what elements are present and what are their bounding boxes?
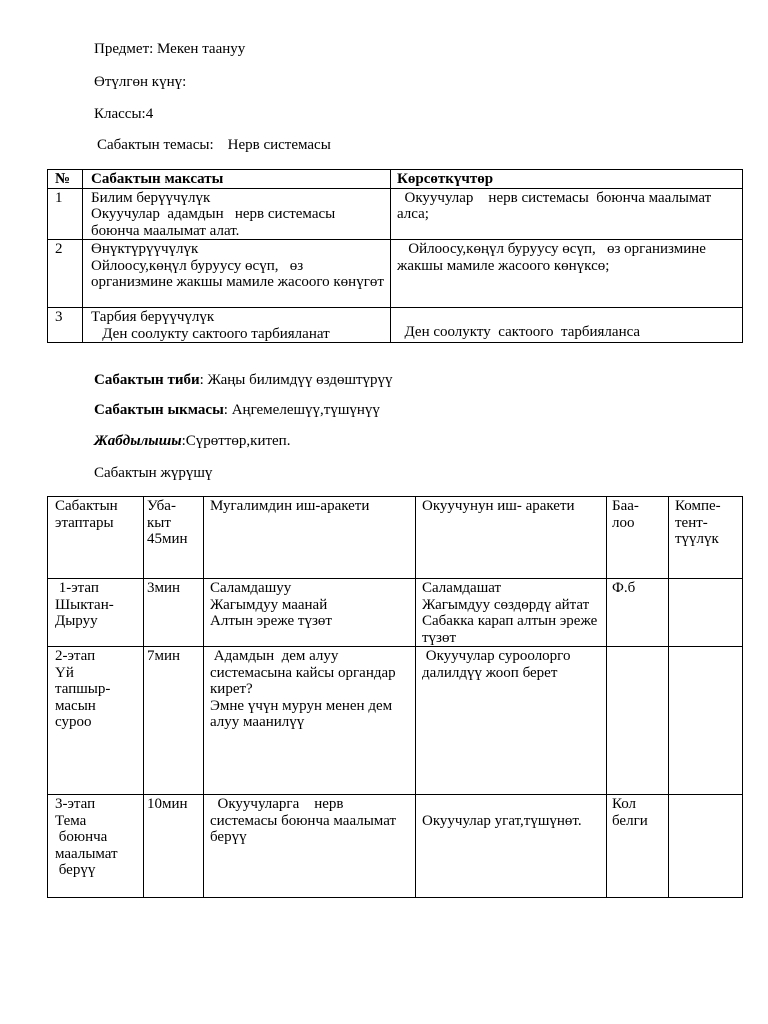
indicator-cell — [391, 240, 743, 308]
student-cell — [416, 647, 607, 795]
indicator-text: Ден соолукту сактоого тарбияланса — [397, 323, 641, 340]
header-line: Баа- — [612, 498, 639, 514]
goal-title: Өнүктүрүүчүлүк — [91, 241, 199, 257]
stage-line: маалымат — [55, 845, 118, 862]
goals-header-row — [48, 170, 743, 189]
grade-text: Классы:4 — [94, 106, 154, 122]
student-cell — [416, 579, 607, 647]
header-line: Окуучунун иш- аракети — [422, 498, 575, 514]
time-text: 7мин — [147, 648, 181, 664]
assessment-cell — [607, 795, 669, 898]
teacher-line: Жагымдуу маанай — [210, 596, 328, 613]
header-line: 45мин — [147, 531, 188, 547]
goals-header-indicator-label: Көрсөткүчтөр — [397, 171, 494, 187]
teacher-cell — [204, 647, 416, 795]
stage-cell — [48, 579, 144, 647]
stage-line: боюнча — [55, 829, 108, 845]
lesson-type-value: : Жаңы билимдүү өздөштүрүү — [199, 372, 393, 388]
lesson-header-competence — [669, 497, 743, 579]
time-cell — [144, 647, 204, 795]
indicator-text: Окуучулар нерв системасы боюнча маалымат алса; — [397, 189, 715, 222]
goals-table — [47, 169, 743, 343]
lesson-equipment-label: Жабдылышы — [94, 433, 182, 449]
stage-line: тапшыр- — [55, 681, 111, 697]
grade-line — [94, 106, 153, 123]
lesson-type-label: Сабактын тиби — [94, 372, 200, 388]
lesson-header-teacher — [204, 497, 416, 579]
header-line: лоо — [612, 514, 635, 531]
lesson-method-line — [94, 402, 380, 419]
header-line: Сабактын — [55, 498, 118, 514]
lesson-method-value: : Аңгемелешүү,түшүнүү — [223, 402, 380, 418]
student-line: Сабакка карап алтын эреже түзөт — [422, 613, 602, 646]
goals-header-goal-label: Сабактын максаты — [91, 171, 224, 187]
stage-line: Тема — [55, 812, 87, 829]
lesson-equipment-value: :Сүрөттөр,китеп. — [181, 433, 291, 449]
indicator-cell — [391, 308, 743, 343]
header-line: Мугалимдин иш-аракети — [210, 498, 370, 514]
stage-line: берүү — [55, 862, 96, 878]
goals-header-indicator — [391, 170, 743, 189]
student-line: Саламдашат — [422, 580, 502, 596]
stage-line: Шыктан- — [55, 596, 114, 613]
stage-line: 2-этап — [55, 648, 96, 664]
teacher-line: Эмне үчүн мурун менен дем алуу маанилүү — [210, 697, 396, 730]
student-line: Жагымдуу сөздөрдү айтат — [422, 596, 590, 613]
competence-cell — [669, 579, 743, 647]
goal-num: 1 — [55, 189, 63, 206]
goal-num-cell — [48, 308, 83, 343]
header-line: этаптары — [55, 514, 114, 531]
stage-cell — [48, 795, 144, 898]
assessment-cell — [607, 647, 669, 795]
goal-cell — [83, 188, 391, 240]
stage-line: 1-этап — [55, 580, 99, 596]
lesson-row — [48, 579, 743, 647]
lesson-row — [48, 647, 743, 795]
goal-text: Ойлоосу,көңүл буруусу өсүп, өз организмине жакшы мамиле жасоого көнүгөт — [91, 257, 384, 290]
goals-row — [48, 308, 743, 343]
goal-num: 3 — [55, 309, 63, 325]
time-cell — [144, 795, 204, 898]
goal-text: Ден соолукту сактоого тарбияланат — [91, 325, 330, 342]
assessment-line: Кол — [612, 796, 637, 812]
stage-line: 3-этап — [55, 796, 96, 812]
teacher-line: Алтын эреже түзөт — [210, 613, 332, 629]
teacher-line: Саламдашуу — [210, 580, 292, 596]
topic-line — [97, 137, 331, 154]
goal-title: Билим берүүчүлүк — [91, 189, 211, 206]
teacher-cell — [204, 795, 416, 898]
student-line: Окуучулар угат,түшүнөт. — [422, 812, 582, 829]
lesson-table — [47, 496, 743, 898]
stage-cell — [48, 647, 144, 795]
stage-line: масын — [55, 697, 96, 714]
assessment-line: Ф.б — [612, 580, 636, 596]
indicator-cell — [391, 188, 743, 240]
student-line: Окуучулар суроолорго далилдүү жооп берет — [422, 648, 575, 681]
lesson-course-title — [94, 465, 212, 482]
goal-title: Тарбия берүүчүлүк — [91, 309, 215, 325]
lesson-header-assessment — [607, 497, 669, 579]
subject-text: Предмет: Мекен таануу — [94, 41, 246, 57]
lesson-header-time — [144, 497, 204, 579]
assessment-line: белги — [612, 812, 648, 829]
date-line — [94, 74, 186, 91]
competence-cell — [669, 647, 743, 795]
lesson-equipment-line — [94, 433, 290, 450]
time-cell — [144, 579, 204, 647]
indicator-text: Ойлоосу,көңүл буруусу өсүп, өз организмине жакшы мамиле жасоого көнүксө; — [397, 241, 710, 274]
stage-line: суроо — [55, 714, 92, 730]
header-line: тент- — [675, 514, 708, 531]
goal-cell — [83, 240, 391, 308]
goal-cell — [83, 308, 391, 343]
time-text: 10мин — [147, 796, 188, 812]
goal-text: Окуучулар адамдын нерв системасы боюнча маалымат алат. — [91, 206, 339, 239]
goals-header-num — [48, 170, 83, 189]
date-text: Өтүлгөн күнү: — [94, 74, 187, 90]
teacher-line: Окуучуларга нерв системасы боюнча маалымат берүү — [210, 796, 400, 845]
stage-line: Дыруу — [55, 613, 98, 629]
lesson-header-stage — [48, 497, 144, 579]
teacher-line: Адамдын дем алуу системасына кайсы органдар кирет? — [210, 648, 400, 697]
goal-num: 2 — [55, 241, 63, 257]
subject-line — [94, 41, 245, 58]
assessment-cell — [607, 579, 669, 647]
lesson-type-line — [94, 372, 393, 389]
topic-value: Нерв системасы — [227, 137, 331, 153]
competence-cell — [669, 795, 743, 898]
goals-row — [48, 240, 743, 308]
lesson-course-title-text: Сабактын жүрүшү — [94, 465, 213, 481]
lesson-row — [48, 795, 743, 898]
header-line: Уба- — [147, 498, 176, 514]
student-cell — [416, 795, 607, 898]
header-line: Компе- — [675, 498, 721, 514]
header-line: түүлүк — [675, 531, 719, 547]
lesson-header-row — [48, 497, 743, 579]
stage-line: Үй — [55, 664, 74, 681]
goals-row — [48, 188, 743, 240]
goals-header-goal — [83, 170, 391, 189]
header-line: кыт — [147, 514, 171, 531]
goal-num-cell — [48, 188, 83, 240]
teacher-cell — [204, 579, 416, 647]
lesson-method-label: Сабактын ыкмасы — [94, 402, 224, 418]
lesson-header-student — [416, 497, 607, 579]
goal-num-cell — [48, 240, 83, 308]
time-text: 3мин — [147, 580, 181, 596]
goals-header-num-label: № — [55, 171, 71, 187]
topic-label: Сабактын темасы: — [97, 137, 214, 153]
